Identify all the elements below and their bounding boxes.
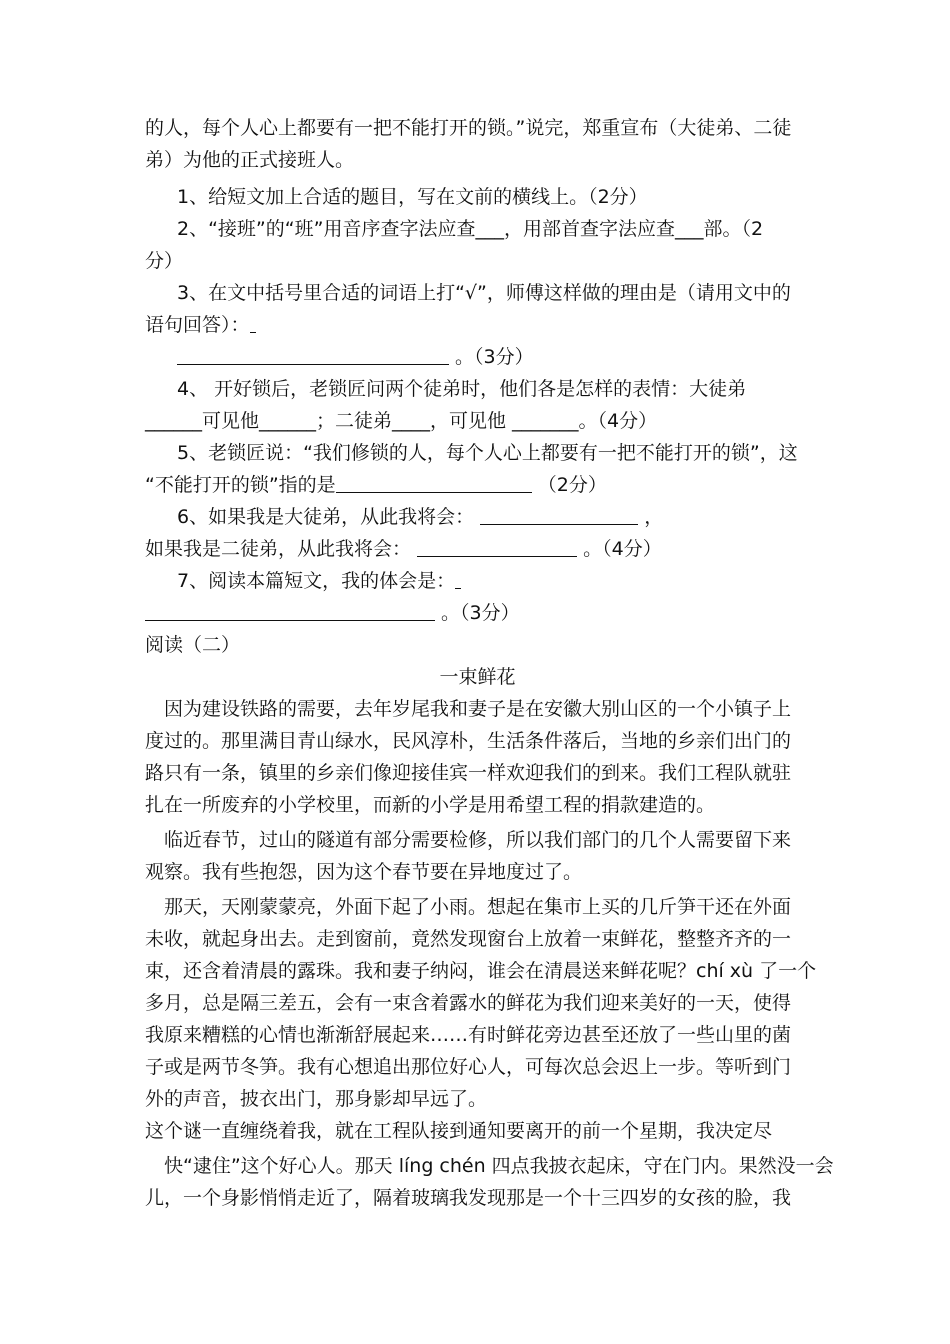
question-7 xyxy=(145,565,461,597)
text-span: 如果我是二徒弟，从此我将会： xyxy=(145,538,412,560)
question-5: 5、老锁匠说：“我们修锁的人，每个人心上都要有一把不能打开的锁”，这 xyxy=(177,442,798,464)
paragraph-line: 路只有一条，镇里的乡亲们像迎接佳宾一样欢迎我们的到来。我们工程队就驻 xyxy=(145,762,792,784)
paragraph-line: 因为建设铁路的需要，去年岁尾我和妻子是在安徽大别山区的一个小镇子上 xyxy=(164,698,792,720)
text-span: 6、如果我是大徒弟，从此我将会： xyxy=(177,506,475,528)
text-line: ______可见他______；二徒弟____，可见他 _______。（4分） xyxy=(145,410,658,432)
text-span: “不能打开的锁”指的是 xyxy=(145,474,336,496)
paragraph-line: 多月，总是隔三差五，会有一束含着露水的鲜花为我们迎来美好的一天，使得 xyxy=(145,992,792,1014)
question-6 xyxy=(145,501,663,533)
answer-blank[interactable] xyxy=(250,314,256,333)
text-line xyxy=(145,533,662,565)
answer-blank[interactable] xyxy=(455,570,461,589)
text-line: 弟）为他的正式接班人。 xyxy=(145,149,355,171)
paragraph-line: 那天，天刚蒙蒙亮，外面下起了小雨。想起在集市上买的几斤笋干还在外面 xyxy=(164,896,792,918)
question-1: 1、给短文加上合适的题目，写在文前的横线上。（2分） xyxy=(177,186,648,208)
paragraph-line: 观察。我有些抱怨，因为这个春节要在异地度过了。 xyxy=(145,861,583,883)
paragraph-line: 度过的。那里满目青山绿水，民风淳朴，生活条件落后，当地的乡亲们出门的 xyxy=(145,730,792,752)
answer-blank[interactable] xyxy=(145,602,435,621)
paragraph-line: 子或是两节冬笋。我有心想追出那位好心人，可每次总会迟上一步。等听到门 xyxy=(145,1056,792,1078)
answer-blank[interactable] xyxy=(417,538,577,557)
text-line: 的人，每个人心上都要有一把不能打开的锁。”说完，郑重宣布（大徒弟、二徒 xyxy=(145,117,792,139)
article-title: 一束鲜花 xyxy=(439,666,516,688)
score-label: 。（3分） xyxy=(441,602,520,624)
paragraph-line: 我原来糟糕的心情也渐渐舒展起来……有时鲜花旁边甚至还放了一些山里的菌 xyxy=(145,1024,792,1046)
question-2: 2、“接班”的“班”用音序查字法应查___，用部首查字法应查___部。（2 xyxy=(177,218,764,240)
text-line xyxy=(145,341,534,373)
score-label: 。（3分） xyxy=(455,346,534,368)
paragraph-line: 这个谜一直缠绕着我，就在工程队接到通知要离开的前一个星期，我决定尽 xyxy=(145,1120,773,1142)
paragraph-line: 束，还含着清晨的露珠。我和妻子纳闷，谁会在清晨送来鲜花呢？chí xù 了一个 xyxy=(145,960,817,982)
text-line: 分） xyxy=(145,250,184,272)
score-label: 。（4分） xyxy=(583,538,662,560)
paragraph-line: 扎在一所废弃的小学校里，而新的小学是用希望工程的捐款建造的。 xyxy=(145,794,716,816)
text-line xyxy=(145,469,607,501)
question-4: 4、 开好锁后，老锁匠问两个徒弟时，他们各是怎样的表情：大徒弟 xyxy=(177,378,747,400)
score-label: （2分） xyxy=(537,474,607,496)
section-heading: 阅读（二） xyxy=(145,634,241,656)
paragraph-line: 快“逮住”这个好心人。那天 líng chén 四点我披衣起床，守在门内。果然没一会 xyxy=(164,1155,834,1177)
question-3: 3、在文中括号里合适的词语上打“√”，师傅这样做的理由是（请用文中的 xyxy=(177,282,791,304)
answer-blank[interactable] xyxy=(336,474,532,493)
text-line xyxy=(145,597,520,629)
text-line xyxy=(145,309,256,341)
answer-blank[interactable] xyxy=(177,346,449,365)
text-span: 7、阅读本篇短文，我的体会是： xyxy=(177,570,456,592)
paragraph-line: 儿，一个身影悄悄走近了，隔着玻璃我发现那是一个十三四岁的女孩的脸，我 xyxy=(145,1187,792,1209)
text-span: ， xyxy=(644,506,664,528)
paragraph-line: 外的声音，披衣出门，那身影却早远了。 xyxy=(145,1088,488,1110)
paragraph-line: 临近春节，过山的隧道有部分需要检修，所以我们部门的几个人需要留下来 xyxy=(164,829,792,851)
answer-blank[interactable] xyxy=(480,506,638,525)
paragraph-line: 未收，就起身出去。走到窗前，竟然发现窗台上放着一束鲜花，整整齐齐的一 xyxy=(145,928,792,950)
text-span: 语句回答）： xyxy=(145,314,250,336)
